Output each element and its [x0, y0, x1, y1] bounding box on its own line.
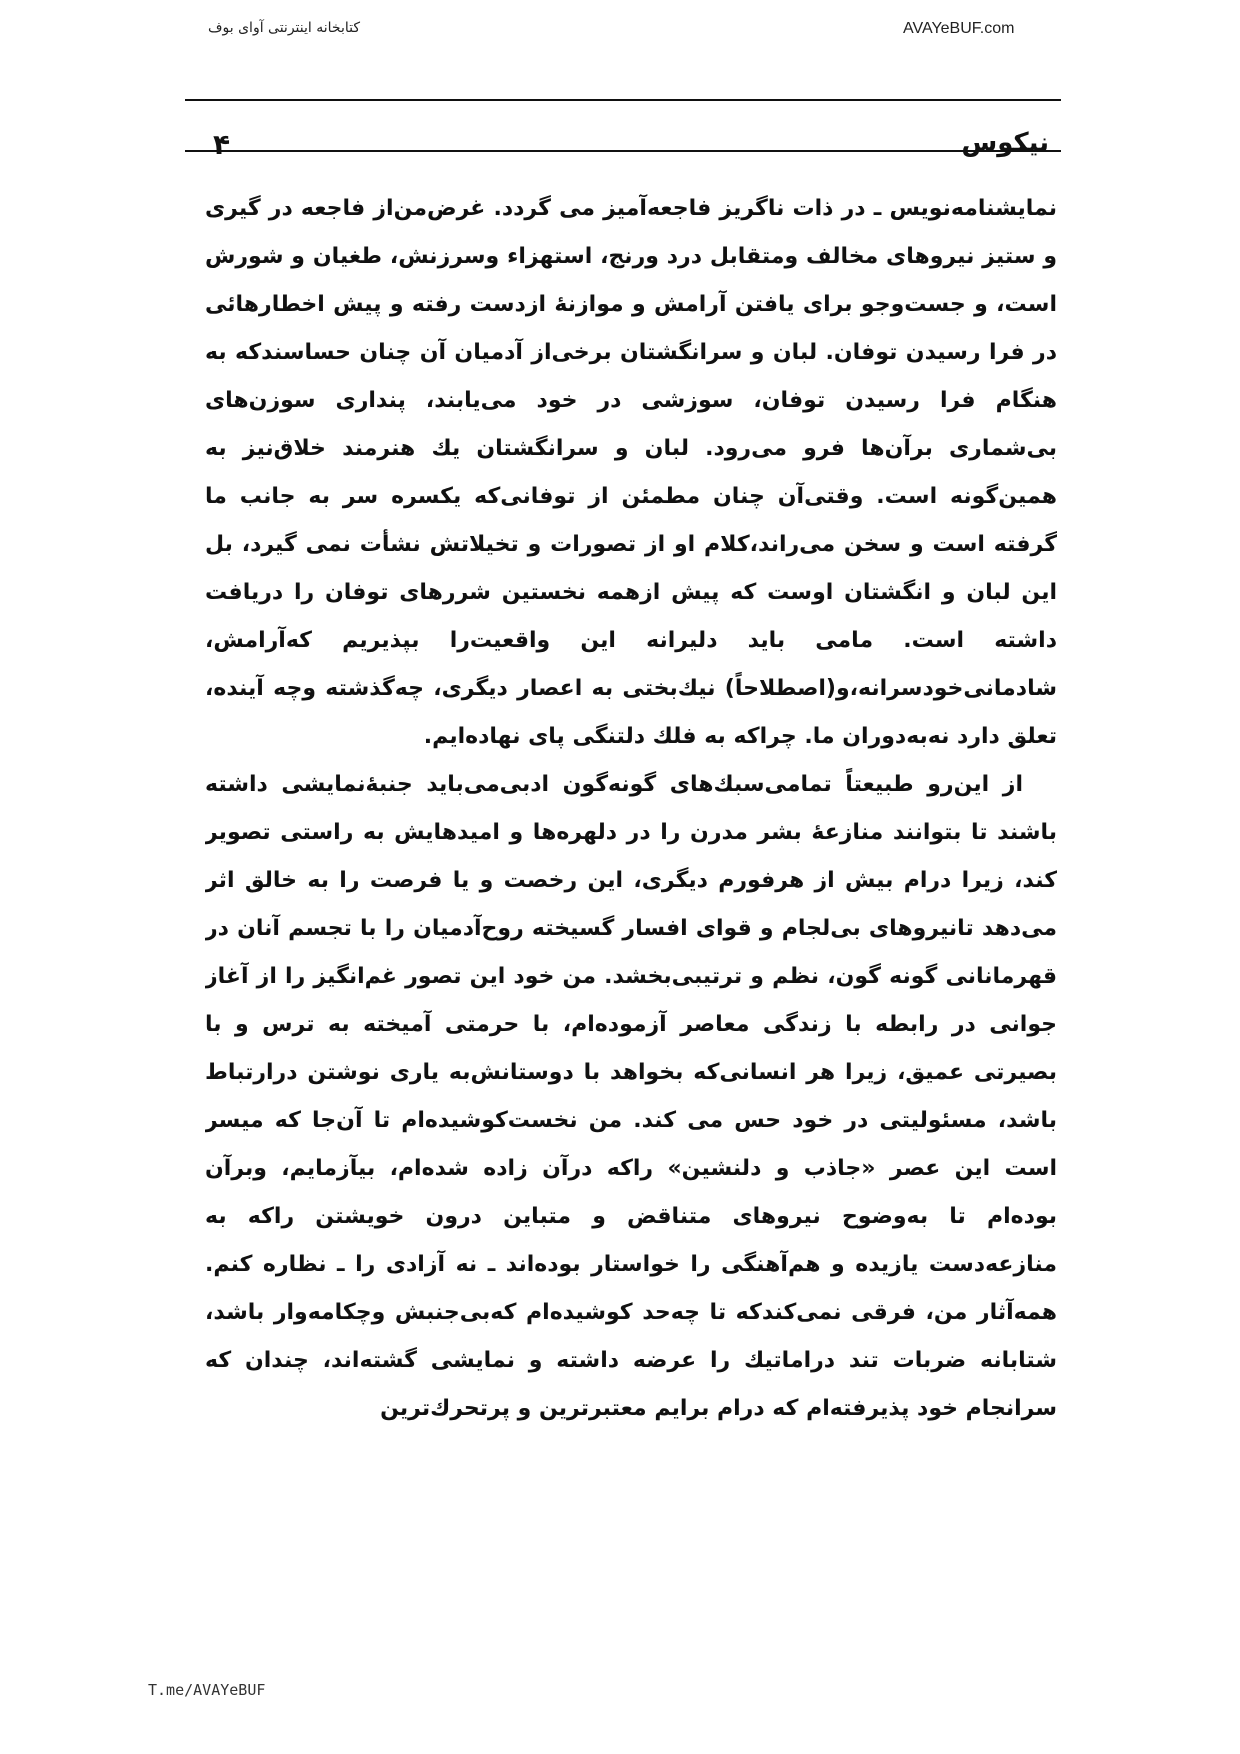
site-url: AVAYeBUF.com — [903, 20, 1015, 37]
body-text — [205, 185, 1057, 1615]
title-rule — [185, 150, 1061, 152]
paragraph: نمایشنامه‌نویس ـ در ذات ناگریز فاجعه‌آمیز می گردد. غرض‌من‌از فاجعه در گیری و ستیز نیروهای مخالف ومتقابل درد ورنج، استهزاء وسرزنش، طغیان و شورش است، و جست‌وجو برای یافتن آرامش و موازنهٔ ازدست رفته و پیش اخطارهائی در فرا رسیدن توفان. لبان و سرانگشتان برخی‌از آدمیان آن چنان حساسندکه به هنگام فرا رسیدن توفان، سوزشی در خود می‌یابند، پنداری سوزن‌های بی‌شماری برآن‌ها فرو می‌رود. لبان و سرانگشتان یك هنرمند خلاق‌نیز به همین‌گونه است. وقتی‌آن چنان مطمئن از توفانی‌که یکسره سر به جانب ما گرفته است و سخن می‌راند،کلام او از تصورات و تخیلاتش نشأت نمی گیرد، بل این لبان و انگشتان اوست که پیش ازهمه نخستین شررهای توفان را دریافت داشته است. مامی باید دلیرانه این واقعیت‌را بپذیریم که‌آرامش، شادمانی‌خودسرانه،و(اصطلاحاً) نیك‌بختی به اعصار دیگری، چه‌گذشته وچه آینده، تعلق دارد نه‌به‌دوران ما. چراکه به فلك دلتنگی پای نهاده‌ایم. — [205, 196, 1057, 749]
chapter-title: نیکوس — [961, 128, 1049, 158]
library-name: کتابخانه اینترنتی آوای بوف — [208, 20, 360, 36]
top-rule — [185, 99, 1061, 101]
paragraph: از این‌رو طبیعتاً تمامی‌سبك‌های گونه‌گون ادبی‌می‌باید جنبهٔ‌نمایشی داشته باشند تا بتوانند منازعهٔ بشر مدرن را در دلهره‌ها و امیدهایش به راستی تصویر کند، زیرا درام بیش از هرفورم دیگری، این رخصت و یا فرصت را به خالق اثر می‌دهد تانیروهای بی‌لجام و قوای افسار گسیخته روح‌آدمیان را با تجسم آنان در قهرمانانی گونه گون، نظم و ترتیبی‌بخشد. من خود این تصور غم‌انگیز را از آغاز جوانی در رابطه با زندگی معاصر آزموده‌ام، با حرمتی آمیخته به ترس و با بصیرتی عمیق، زیرا هر انسانی‌که بخواهد با دوستانش‌به یاری نوشتن درارتباط باشد، مسئولیتی در خود حس می کند. من نخست‌کوشیده‌ام تا آن‌جا که میسر است این عصر «جاذب و دلنشین» راکه درآن زاده شده‌ام، بیآزمایم، وبرآن بوده‌ام تا به‌وضوح نیروهای متناقض و متباین درون خویشتن راکه به منازعه‌دست یازیده و هم‌آهنگی را خواستار بوده‌اند ـ نه آزادی را ـ نظاره کنم. همه‌آثار من، فرقی نمی‌کندکه تا چه‌حد کوشیده‌ام که‌بی‌جنبش وچکامه‌وار باشد، شتابانه ضربات تند دراماتیك را عرضه داشته و نمایشی گشته‌اند، چندان که سرانجام خود پذیرفته‌ام که درام برایم معتبرترین و پرتحرك‌ترین — [205, 772, 1057, 1421]
page-number: ۴ — [213, 128, 231, 161]
footer-channel: T.me/AVAYeBUF — [148, 1681, 266, 1699]
page-top-header — [0, 18, 1240, 48]
